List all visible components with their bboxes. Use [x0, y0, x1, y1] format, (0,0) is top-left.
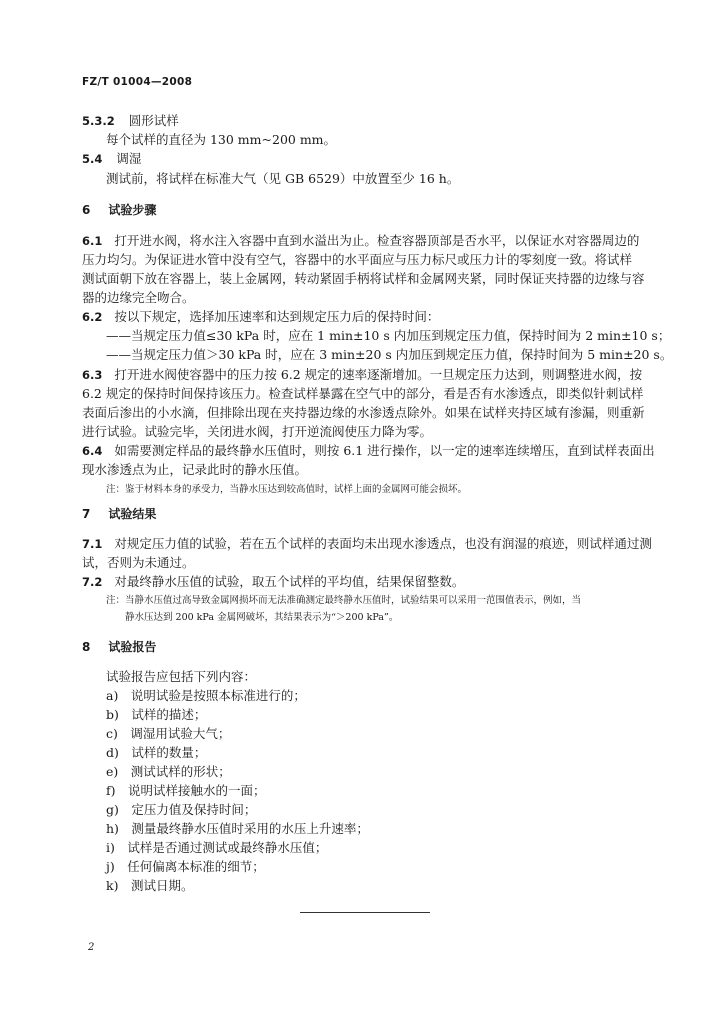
clause-5-4-text: 测试前，将试样在标准大气（见 GB 6529）中放置至少 16 h。	[106, 171, 460, 186]
report-item-k: k) 测试日期。	[106, 878, 194, 893]
clause-number: 7.2	[82, 575, 103, 589]
report-item-b: b) 试样的描述；	[106, 707, 207, 722]
clause-title: 调湿	[116, 151, 142, 166]
section-title: 试验报告	[108, 640, 157, 654]
section-7-heading	[82, 505, 156, 523]
clause-number: 7.1	[82, 537, 103, 551]
report-item-i: i) 试样是否通过测试或最终静水压值；	[106, 840, 328, 855]
clause-6-1-line-2: 压力均匀。为保证进水管中没有空气，容器中的水平面应与压力标尺或压力计的零刻度一致。将试样	[82, 252, 633, 267]
clause-6-3-line-4: 进行试验。试验完毕，关闭进水阀，打开逆流阀使压力降为零。	[82, 424, 433, 439]
section-8-heading	[82, 638, 156, 656]
clause-7-2-note-line-1: 注：当静水压值过高导致金属网损坏而无法准确测定最终静水压值时，试验结果可以采用一范围值表示，例如，当	[106, 595, 582, 606]
clause-6-2-item-1: ——当规定压力值≤30 kPa 时，应在 1 min±10 s 内加压到规定压力值，保持时间为 2 min±10 s；	[106, 328, 671, 343]
clause-7-1-line-2: 试，否则为未通过。	[82, 555, 195, 570]
clause-6-2-line-1: 6.2 按以下规定，选择加压速率和达到规定压力后的保持时间：	[82, 309, 440, 324]
clause-title: 圆形试样	[128, 113, 179, 128]
section-number: 6	[82, 203, 91, 217]
clause-7-1-line-1: 7.1 对规定压力值的试验，若在五个试样的表面均未出现水渗透点，也没有润湿的痕迹，则试样通过测	[82, 536, 652, 551]
report-item-j: j) 任何偏离本标准的细节；	[106, 859, 265, 874]
clause-6-1-line-1: 6.1 打开进水阀，将水注入容器中直到水溢出为止。检查容器顶部是否水平，以保证水对容器周边的	[82, 233, 640, 248]
section-number: 8	[82, 640, 91, 654]
clause-7-2-line-1: 7.2 对最终静水压值的试验，取五个试样的平均值，结果保留整数。	[82, 574, 465, 589]
section-number: 7	[82, 507, 91, 521]
clause-number: 5.4	[82, 152, 103, 166]
standard-code: FZ/T 01004—2008	[82, 76, 193, 88]
report-item-f: f) 说明试样接触水的一面；	[106, 783, 266, 798]
report-intro: 试验报告应包括下列内容：	[106, 669, 257, 684]
clause-6-1-line-4: 器的边缘完全吻合。	[82, 290, 195, 305]
clause-6-3-line-1: 6.3 打开进水阀使容器中的压力按 6.2 规定的速率逐渐增加。一旦规定压力达到，则调整进水阀，按	[82, 367, 643, 382]
report-item-a: a) 说明试验是按照本标准进行的；	[106, 688, 306, 703]
clause-5-3-2-heading	[82, 112, 179, 130]
clause-6-4-note: 注：鉴于材料本身的承受力，当静水压达到较高值时，试样上面的金属网可能会损坏。	[106, 484, 468, 495]
page-number: 2	[88, 942, 95, 953]
clause-6-4-line-1: 6.4 如需要测定样品的最终静水压值时，则按 6.1 进行操作，以一定的速率连续增压，直到试样表面出	[82, 443, 655, 458]
clause-number: 6.2	[82, 310, 103, 324]
report-item-h: h) 测量最终静水压值时采用的水压上升速率；	[106, 821, 369, 836]
clause-7-2-note-line-2: 静水压达到 200 kPa 金属网破坏，其结果表示为“＞200 kPa”。	[125, 612, 399, 623]
clause-number: 6.3	[82, 368, 103, 382]
clause-6-3-line-2: 6.2 规定的保持时间保持该压力。检查试样暴露在空气中的部分，看是否有水渗透点，即类似针刺试样	[82, 386, 644, 401]
section-title: 试验步骤	[108, 203, 157, 217]
end-of-document-rule	[300, 912, 430, 913]
clause-6-2-item-2: ——当规定压力值＞30 kPa 时，应在 3 min±20 s 内加压到规定压力值，保持时间为 5 min±20 s。	[106, 347, 673, 362]
section-6-heading	[82, 201, 156, 219]
clause-5-4-heading	[82, 150, 141, 168]
clause-5-3-2-text: 每个试样的直径为 130 mm~200 mm。	[106, 132, 337, 147]
clause-number: 5.3.2	[82, 114, 115, 128]
clause-number: 6.4	[82, 444, 103, 458]
report-item-e: e) 测试试样的形状；	[106, 764, 231, 779]
clause-6-4-line-2: 现水渗透点为止，记录此时的静水压值。	[82, 462, 308, 477]
clause-6-3-line-3: 表面后渗出的小水滴，但排除出现在夹持器边缘的水渗透点除外。如果在试样夹持区域有渗漏，则重新	[82, 405, 645, 420]
report-item-d: d) 试样的数量；	[106, 745, 207, 760]
clause-number: 6.1	[82, 234, 103, 248]
section-title: 试验结果	[108, 507, 157, 521]
report-item-c: c) 调湿用试验大气；	[106, 726, 231, 741]
clause-6-1-line-3: 测试面朝下放在容器上，装上金属网，转动紧固手柄将试样和金属网夹紧，同时保证夹持器的边缘与容	[82, 271, 645, 286]
report-item-g: g) 定压力值及保持时间；	[106, 802, 257, 817]
